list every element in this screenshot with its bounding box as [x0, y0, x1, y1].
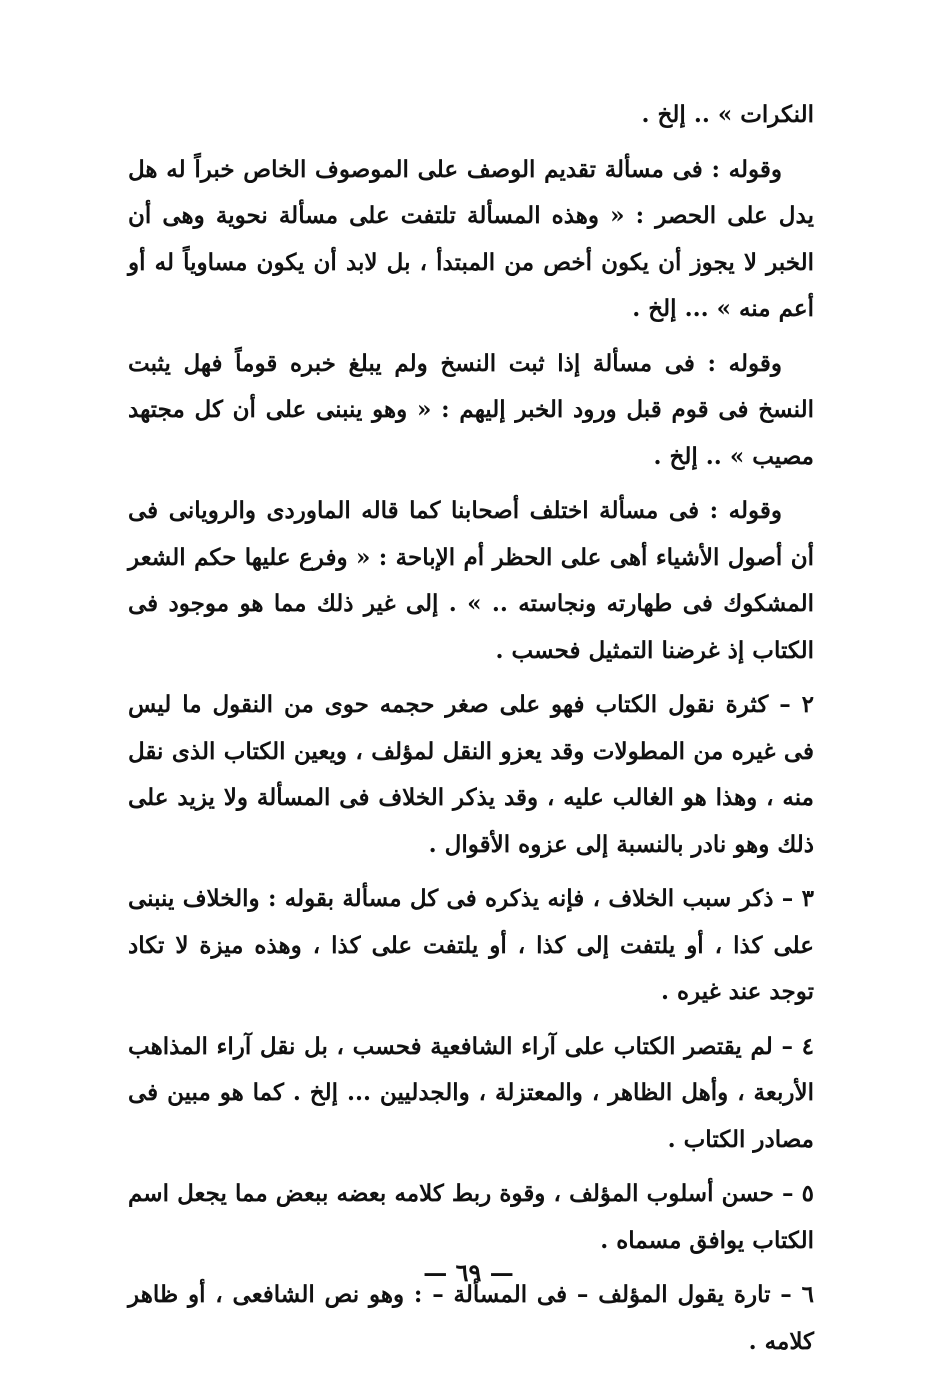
list-item-6: ٦ – تارة يقول المؤلف – فى المسألة – : وهو نص الشافعى ، أو ظاهر كلامه .: [128, 1281, 814, 1355]
paragraph-quote-origins: وقوله : فى مسألة اختلف أصحابنا كما قاله الماوردى والرويانى فى أن أصول الأشياء أهى على الحظر أم الإباحة : « وفرع عليها حكم الشعر المشكوك فى طهارته ونجاسته .. » . إلى غير ذلك مما هو موجود فى الكتاب إذ غرضنا التمثيل فحسب .: [128, 497, 814, 664]
paragraph-continuation: النكرات » .. إلخ .: [641, 101, 814, 128]
page-number: — ٦٩ —: [423, 1258, 514, 1287]
paragraph-quote-abrogation: وقوله : فى مسألة إذا ثبت النسخ ولم يبلغ خبره قوماً فهل يثبت النسخ فى قوم قبل ورود الخبر إليهم : « وهو ينبنى على أن كل مجتهد مصيب » .. إلخ .: [128, 349, 814, 470]
list-item-4: ٤ – لم يقتصر الكتاب على آراء الشافعية فحسب ، بل نقل آراء المذاهب الأربعة ، وأهل الظاهر ، والمعتزلة ، والجدليين ... إلخ . كما هو مبين فى مصادر الكتاب .: [128, 1032, 814, 1153]
page-body: [128, 92, 814, 1373]
paragraph-quote-predicate: وقوله : فى مسألة تقديم الوصف على الموصوف الخاص خبراً له هل يدل على الحصر : « وهذه المسألة تلتفت على مسألة نحوية وهى أن الخبر لا يجوز أن يكون أخص من المبتدأ ، بل لابد أن يكون مساوياً له أو أعم منه » ... إلخ .: [128, 155, 814, 322]
list-item-2: ٢ – كثرة نقول الكتاب فهو على صغر حجمه حوى من النقول ما ليس فى غيره من المطولات وقد يعزو النقل لمؤلف ، ويعين الكتاب الذى نقل منه ، وهذا هو الغالب عليه ، وقد يذكر الخلاف فى المسألة ولا يزيد على ذلك وهو نادر بالنسبة إلى عزوه الأقوال .: [128, 691, 814, 858]
list-item-3: ٣ – ذكر سبب الخلاف ، فإنه يذكره فى كل مسألة بقوله : والخلاف ينبنى على كذا ، أو يلتفت إلى كذا ، أو يلتفت على كذا ، وهذه ميزة لا تكاد توجد عند غيره .: [128, 885, 814, 1005]
list-item-5: ٥ – حسن أسلوب المؤلف ، وقوة ربط كلامه بعضه ببعض مما يجعل اسم الكتاب يوافق مسماه .: [128, 1180, 814, 1254]
